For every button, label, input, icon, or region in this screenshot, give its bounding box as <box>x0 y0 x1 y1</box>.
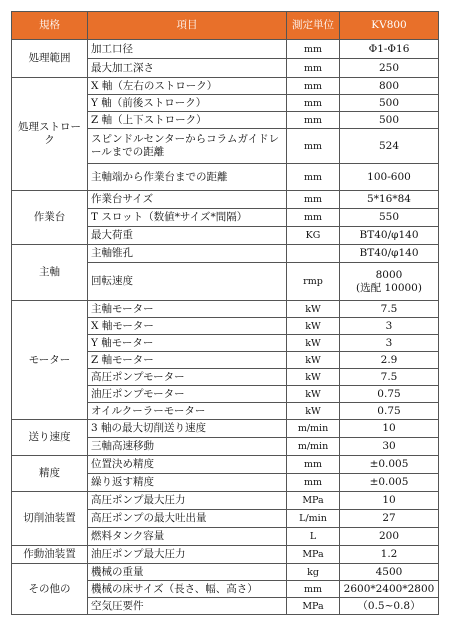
value-cell: 7.5 <box>340 369 439 386</box>
header-category: 規格 <box>12 12 88 40</box>
item-cell: Y 軸モーター <box>88 335 287 352</box>
value-cell: ±0.005 <box>340 456 439 474</box>
category-cell: 精度 <box>12 456 88 492</box>
item-cell: 高圧ポンプモーター <box>88 369 287 386</box>
category-cell: 切削油装置 <box>12 492 88 546</box>
value-cell: 7.5 <box>340 301 439 318</box>
item-cell: T スロット（数値*サイズ*間隔） <box>88 209 287 227</box>
value-cell: 4500 <box>340 564 439 581</box>
unit-cell: mm <box>287 40 340 59</box>
item-cell: 空気圧要件 <box>88 598 287 615</box>
value-cell: BT40/φ140 <box>340 245 439 263</box>
table-row <box>12 492 439 510</box>
unit-cell: mm <box>287 78 340 95</box>
category-cell: モーター <box>12 301 88 420</box>
value-cell: 10 <box>340 492 439 510</box>
table-row <box>12 191 439 209</box>
unit-cell: mm <box>287 191 340 209</box>
item-cell: X 軸（左右のストローク） <box>88 78 287 95</box>
unit-cell: kW <box>287 301 340 318</box>
header-row <box>12 12 439 40</box>
item-cell: 位置決め精度 <box>88 456 287 474</box>
table-row <box>12 245 439 263</box>
value-cell: 250 <box>340 59 439 78</box>
category-cell: 作動油装置 <box>12 546 88 564</box>
unit-cell: mm <box>287 474 340 492</box>
value-cell: Φ1-Φ16 <box>340 40 439 59</box>
unit-cell: L <box>287 528 340 546</box>
value-line: 8000 <box>375 268 403 281</box>
value-cell: 2600*2400*2800 <box>340 581 439 598</box>
unit-cell: m/min <box>287 438 340 456</box>
unit-cell <box>287 245 340 263</box>
value-cell: 10 <box>340 420 439 438</box>
value-cell: 500 <box>340 112 439 129</box>
unit-cell: KG <box>287 227 340 245</box>
item-cell: 燃料タンク容量 <box>88 528 287 546</box>
item-cell: 三軸高速移動 <box>88 438 287 456</box>
table-row <box>12 40 439 59</box>
item-cell: 機械の床サイズ（長さ、幅、高さ） <box>88 581 287 598</box>
item-cell: 加工口径 <box>88 40 287 59</box>
value-cell: 800 <box>340 78 439 95</box>
unit-cell: m/min <box>287 420 340 438</box>
value-cell: 550 <box>340 209 439 227</box>
value-cell: （0.5~0.8） <box>340 598 439 615</box>
item-cell: スピンドルセンターからコラムガイドレールまでの距離 <box>88 129 287 164</box>
value-cell: 0.75 <box>340 386 439 403</box>
item-cell: 作業台サイズ <box>88 191 287 209</box>
unit-cell: kW <box>287 403 340 420</box>
table-row <box>12 564 439 581</box>
item-cell: オイルクーラーモーター <box>88 403 287 420</box>
item-cell: 機械の重量 <box>88 564 287 581</box>
item-cell: 回転速度 <box>88 263 287 301</box>
item-cell: 油圧ポンプモーター <box>88 386 287 403</box>
category-cell: 作業台 <box>12 191 88 245</box>
item-cell: X 軸モーター <box>88 318 287 335</box>
unit-cell: mm <box>287 112 340 129</box>
value-cell: 27 <box>340 510 439 528</box>
category-cell: 処理範囲 <box>12 40 88 78</box>
unit-cell: mm <box>287 129 340 164</box>
value-cell: 0.75 <box>340 403 439 420</box>
value-cell: 524 <box>340 129 439 164</box>
item-cell: 3 軸の最大切削送り速度 <box>88 420 287 438</box>
unit-cell: kg <box>287 564 340 581</box>
category-cell: 主軸 <box>12 245 88 301</box>
unit-cell: L/min <box>287 510 340 528</box>
table-row <box>12 301 439 318</box>
value-cell: 2.9 <box>340 352 439 369</box>
value-cell: 3 <box>340 335 439 352</box>
table-row <box>12 420 439 438</box>
header-model: KV800 <box>340 12 439 40</box>
unit-cell: mm <box>287 456 340 474</box>
unit-cell: kW <box>287 335 340 352</box>
value-line-option: (选配 10000) <box>356 281 422 294</box>
unit-cell: MPa <box>287 492 340 510</box>
unit-cell: kW <box>287 352 340 369</box>
value-cell: 100-600 <box>340 164 439 191</box>
spec-table <box>11 11 439 615</box>
unit-cell: mm <box>287 95 340 112</box>
item-cell: Z 軸（上下ストローク） <box>88 112 287 129</box>
value-cell: 500 <box>340 95 439 112</box>
spec-sheet <box>11 11 439 615</box>
item-cell: Y 軸（前後ストローク） <box>88 95 287 112</box>
item-cell: 繰り返す精度 <box>88 474 287 492</box>
table-row <box>12 78 439 95</box>
value-cell: 200 <box>340 528 439 546</box>
value-cell: 5*16*84 <box>340 191 439 209</box>
unit-cell: rmp <box>287 263 340 301</box>
unit-cell: MPa <box>287 598 340 615</box>
item-cell: 主軸端から作業台までの距離 <box>88 164 287 191</box>
unit-cell: MPa <box>287 546 340 564</box>
value-cell: 3 <box>340 318 439 335</box>
value-cell: ±0.005 <box>340 474 439 492</box>
category-cell: その他の <box>12 564 88 615</box>
category-cell: 処理ストローク <box>12 78 88 191</box>
item-cell: Z 軸モーター <box>88 352 287 369</box>
item-cell: 高圧ポンプ最大圧力 <box>88 492 287 510</box>
unit-cell: mm <box>287 581 340 598</box>
item-cell: 最大荷重 <box>88 227 287 245</box>
table-row <box>12 546 439 564</box>
unit-cell: mm <box>287 164 340 191</box>
item-cell: 最大加工深さ <box>88 59 287 78</box>
header-unit: 測定単位 <box>287 12 340 40</box>
table-row <box>12 456 439 474</box>
item-cell: 高圧ポンプの最大吐出量 <box>88 510 287 528</box>
item-cell: 主軸锥孔 <box>88 245 287 263</box>
unit-cell: mm <box>287 209 340 227</box>
item-cell: 主軸モーター <box>88 301 287 318</box>
value-cell <box>340 263 439 301</box>
unit-cell: mm <box>287 59 340 78</box>
value-cell: BT40/φ140 <box>340 227 439 245</box>
header-item: 項目 <box>88 12 287 40</box>
unit-cell: kW <box>287 318 340 335</box>
unit-cell: kW <box>287 386 340 403</box>
item-cell: 油圧ポンプ最大圧力 <box>88 546 287 564</box>
value-cell: 1.2 <box>340 546 439 564</box>
value-cell: 30 <box>340 438 439 456</box>
category-cell: 送り速度 <box>12 420 88 456</box>
unit-cell: kW <box>287 369 340 386</box>
